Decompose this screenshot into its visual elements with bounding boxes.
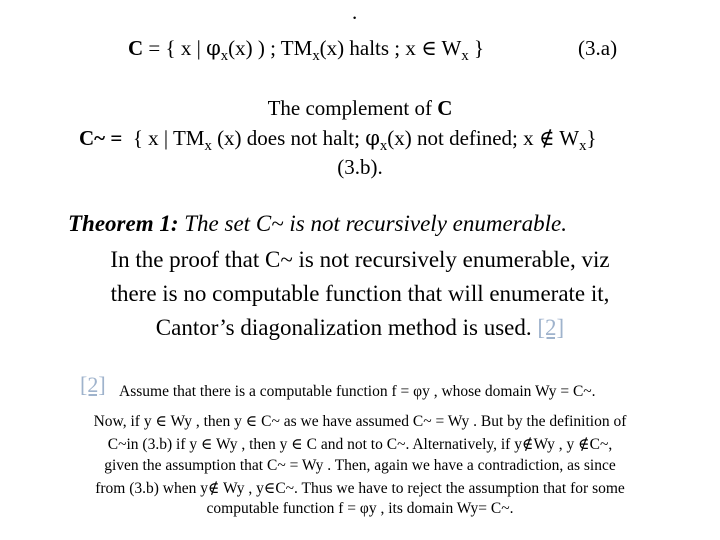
set-c-definition: C = { x | $\varphi_x(x)$ ) ; $TM_x(x)$ halts ; x ∈ $W_x$ } (128, 36, 485, 65)
footnote-line-3: C~in (3.b) if y ∈ Wy , then y ∈ C and not to C~. Alternatively, if y∉Wy , y ∉C~, (107, 436, 613, 453)
complement-definition: C~ = { x | $TM_x$ (x) does not halt; $\varphi_x(x)$ not defined; x ∉ $W_x$} (79, 126, 597, 155)
equation-label-3b: (3.b). (337, 155, 383, 179)
footnote-line-5: from (3.b) when y∉ Wy , y∈C~. Thus we have to reject the assumption that for some (95, 480, 625, 497)
equation-label-3a: (3.a) (578, 36, 618, 60)
reference-link-2[interactable]: [2] (537, 315, 565, 340)
set-c-symbol: C (128, 36, 144, 60)
footnote-line-2: Now, if y ∈ Wy , then y ∈ C~ as we have assumed C~ = Wy . But by the definition of (93, 413, 627, 430)
theorem-body-line-4: Cantor’s diagonalization method is used. [2] (155, 315, 565, 340)
stray-dot: . (352, 0, 358, 24)
footnote-line-1: Assume that there is a computable function f = φy , whose domain Wy = C~. (119, 383, 596, 400)
theorem-body-line-3: there is no computable function that will enumerate it, (110, 281, 610, 306)
footnote-reference-link[interactable]: [2] (80, 372, 106, 397)
footnote-line-6: computable function f = φy , its domain Wy= C~. (206, 500, 514, 517)
theorem-statement: Theorem 1: The set C~ is not recursively enumerable. (68, 211, 567, 236)
theorem-body-line-2: In the proof that C~ is not recursively enumerable, viz (110, 247, 610, 272)
complement-lhs: C~ = (79, 126, 123, 150)
complement-heading: The complement of C (267, 96, 453, 120)
footnote-line-4: given the assumption that C~ = Wy . Then, again we have a contradiction, as since (104, 457, 616, 474)
theorem-label: Theorem 1: (68, 211, 179, 236)
